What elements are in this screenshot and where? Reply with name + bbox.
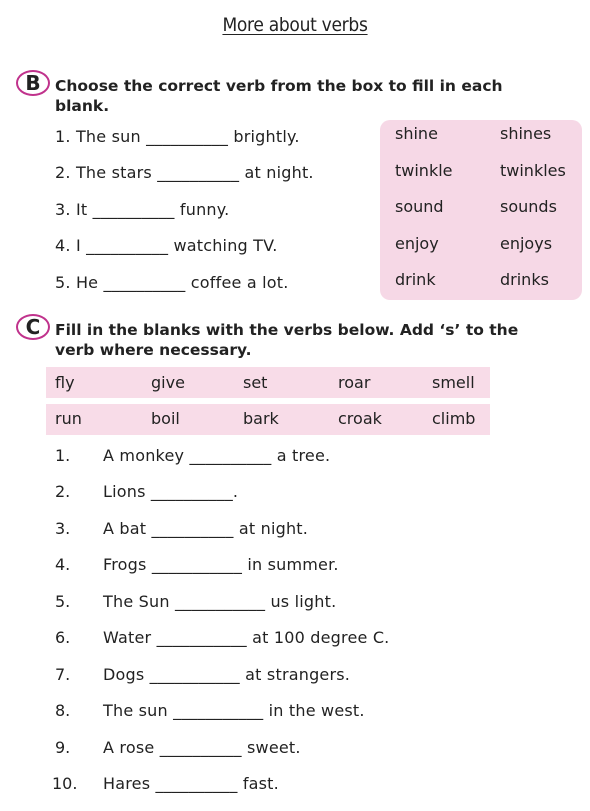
verb-item: give	[151, 373, 185, 392]
section-b-instruction-line2: blank.	[55, 97, 110, 115]
c-item-text: Water ___________ at 100 degree C.	[103, 628, 390, 647]
c-item-number: 5.	[55, 592, 71, 611]
c-item-text: Hares __________ fast.	[103, 774, 279, 793]
c-item-number: 4.	[55, 555, 71, 574]
section-b-badge: B	[16, 70, 50, 96]
verb-item: croak	[338, 409, 382, 428]
verb-item: climb	[432, 409, 476, 428]
word-box-item: twinkle	[395, 161, 453, 180]
verb-item: run	[55, 409, 82, 428]
c-item-number: 7.	[55, 665, 71, 684]
word-box-item: shine	[395, 124, 438, 143]
b-sentence-4: 4. I __________ watching TV.	[55, 236, 278, 255]
c-item-text: Frogs ___________ in summer.	[103, 555, 339, 574]
b-sentence-1: 1. The sun __________ brightly.	[55, 127, 300, 146]
word-box-item: drinks	[500, 270, 549, 289]
verb-item: bark	[243, 409, 279, 428]
c-item-text: A bat __________ at night.	[103, 519, 309, 538]
section-b-instruction-line1: Choose the correct verb from the box to fill in each	[55, 77, 503, 95]
c-item-text: Lions __________.	[103, 482, 239, 501]
verb-row-1-band	[46, 367, 490, 398]
b-sentence-5: 5. He __________ coffee a lot.	[55, 273, 289, 292]
verb-item: boil	[151, 409, 180, 428]
word-box-item: enjoy	[395, 234, 439, 253]
c-item-number: 10.	[52, 774, 78, 793]
b-sentence-3: 3. It __________ funny.	[55, 200, 230, 219]
section-c-instruction-line2: verb where necessary.	[55, 341, 252, 359]
word-box-item: drink	[395, 270, 436, 289]
c-item-number: 2.	[55, 482, 71, 501]
word-box-item: shines	[500, 124, 552, 143]
verb-item: fly	[55, 373, 75, 392]
c-item-text: A monkey __________ a tree.	[103, 446, 331, 465]
c-item-number: 8.	[55, 701, 71, 720]
word-box-item: sounds	[500, 197, 557, 216]
c-item-number: 9.	[55, 738, 71, 757]
word-box-item: enjoys	[500, 234, 553, 253]
c-item-number: 6.	[55, 628, 71, 647]
c-item-number: 3.	[55, 519, 71, 538]
c-item-text: A rose __________ sweet.	[103, 738, 301, 757]
b-sentence-2: 2. The stars __________ at night.	[55, 163, 314, 182]
verb-item: roar	[338, 373, 371, 392]
section-c-badge: C	[16, 314, 50, 340]
c-item-number: 1.	[55, 446, 71, 465]
word-box-item: sound	[395, 197, 444, 216]
c-item-text: The Sun ___________ us light.	[103, 592, 337, 611]
word-box-item: twinkles	[500, 161, 566, 180]
verb-item: set	[243, 373, 268, 392]
section-c-instruction-line1: Fill in the blanks with the verbs below. Add ‘s’ to the	[55, 321, 519, 339]
c-item-text: The sun ___________ in the west.	[103, 701, 365, 720]
verb-item: smell	[432, 373, 475, 392]
page-title: More about verbs	[222, 14, 368, 36]
c-item-text: Dogs ___________ at strangers.	[103, 665, 351, 684]
